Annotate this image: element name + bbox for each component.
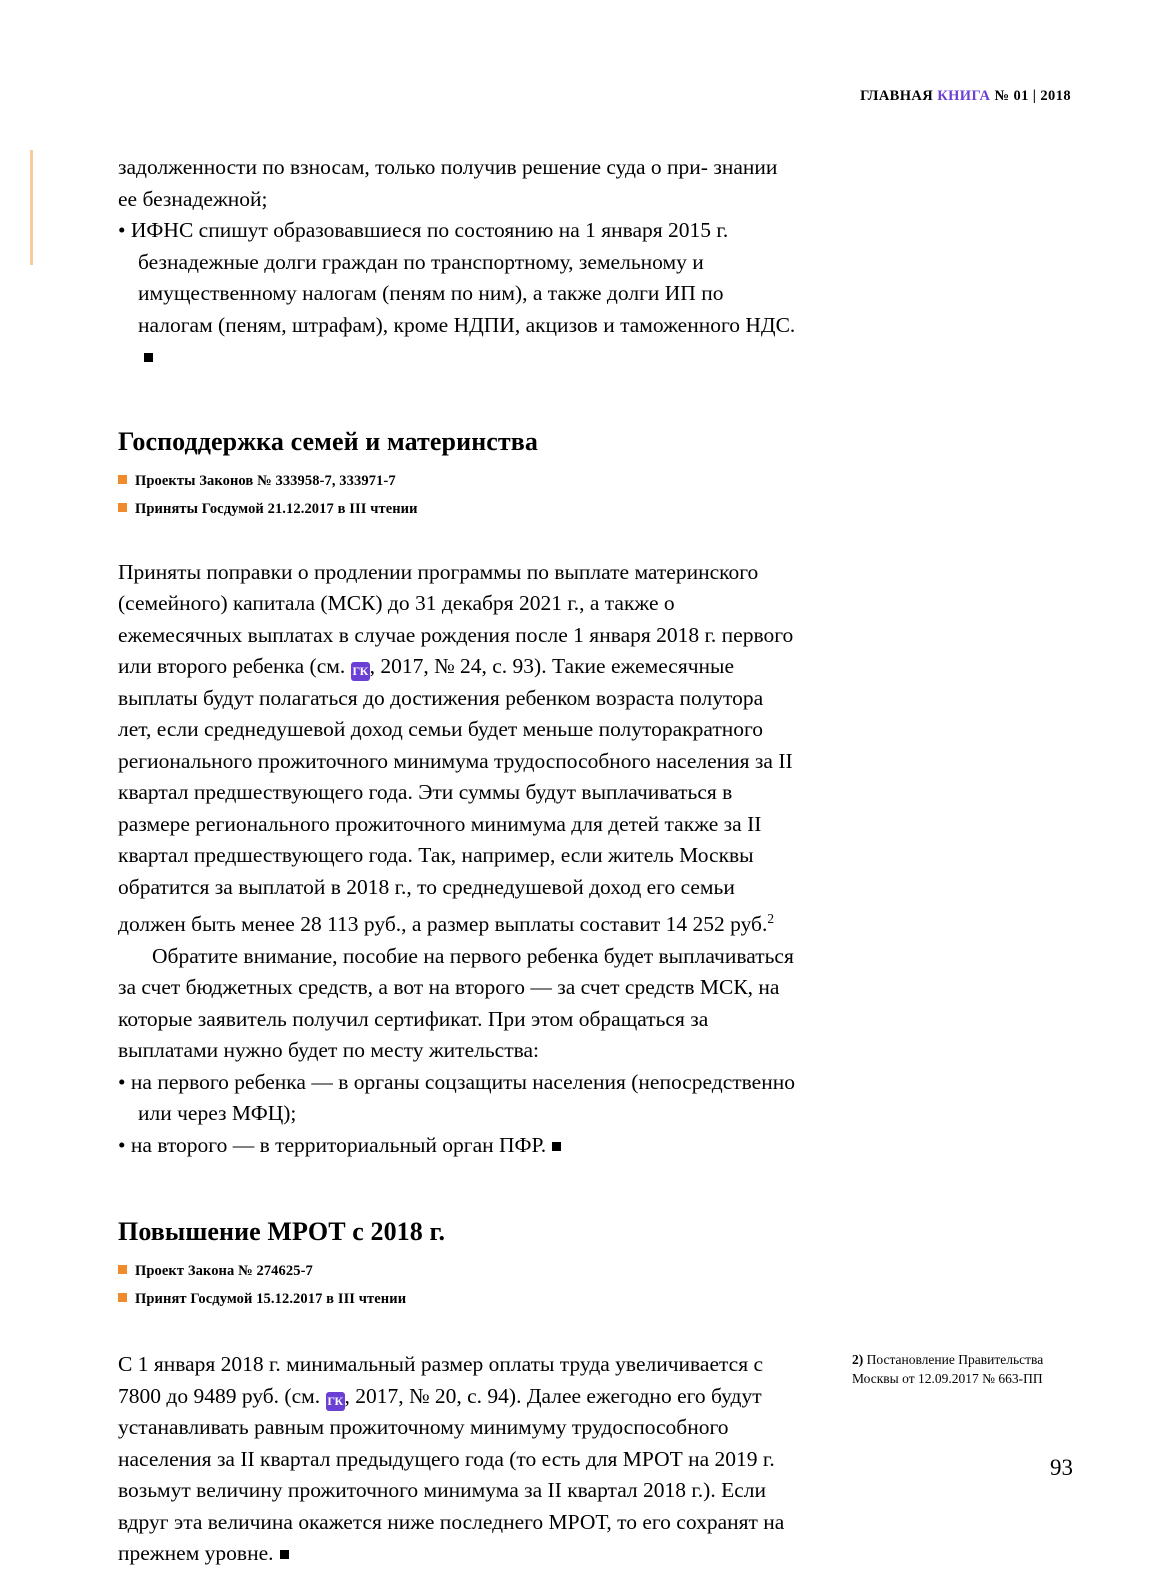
footnote-number: 2) (852, 1352, 864, 1367)
continued-line-1: задолженности по взносам, только получив решение суда о при- (118, 155, 708, 179)
section-1-bullet-list (118, 1067, 798, 1162)
page-title-section-1: Господдержка семей и материнства (118, 426, 539, 456)
gk-logo-icon: ГК (351, 662, 370, 681)
list-item (118, 1067, 798, 1130)
issue-label: № 01 | 2018 (994, 88, 1071, 104)
continued-bullet-list (118, 215, 798, 373)
footnote (852, 1350, 1082, 1388)
left-accent-rule (30, 150, 33, 265)
continued-line-2: знании ее безнадежной; (118, 155, 778, 211)
continued-paragraph (118, 152, 798, 215)
section-1-bullet-1: на первого ребенка — в органы соцзащиты населения (непосредственно или через МФЦ); (130, 1069, 795, 1126)
footnote-reference: 2 (767, 911, 775, 926)
section-1-paragraph-1-part-a: Приняты поправки о продлении программы по выплате материнского (семейного) капитала (МСК) до 31 декабря 2021 г., а также о ежемесячных выплатах в случае рождения после 1 января 2018 г. первого или второго ребенка (см. (118, 559, 794, 678)
section-1-paragraph-1 (118, 557, 798, 941)
footnote-text: Постановление Правительства Москвы от 12.09.2017 № 663-ПП (852, 1352, 1044, 1386)
square-marker-icon (118, 1293, 127, 1302)
list-item (118, 1130, 798, 1162)
spacer (118, 457, 798, 467)
spacer (118, 1247, 798, 1257)
section-2-paragraph-1 (118, 1349, 798, 1570)
list-item (118, 215, 798, 373)
continued-bullet-text: ИФНС спишут образовавшиеся по состоянию на 1 января 2015 г. безнадежные долги граждан по транспортному, земельному и имущественному налогам (пеням по ним), а также долги ИП по налогам (пеням, штрафам), кроме НДПИ, акцизов и таможенного НДС. (130, 218, 796, 337)
section-2-paragraph-1-part-a: С 1 января 2018 г. минимальный размер оплаты труда увеличивается с 7800 до 9489 руб. (см. (118, 1352, 764, 1408)
spacer (118, 1313, 798, 1349)
square-marker-icon (118, 1265, 127, 1274)
section-2-meta-2 (118, 1285, 798, 1313)
section-1-meta-1-text: Проекты Законов № 333958-7, 333971-7 (135, 472, 396, 489)
gk-logo-icon: ГК (326, 1392, 345, 1411)
end-marker-icon (280, 1550, 289, 1559)
brand-main: ГЛАВНАЯ (860, 88, 934, 104)
section-1-meta-1 (118, 467, 798, 495)
main-text-column (118, 152, 798, 1570)
section-2-meta-1 (118, 1257, 798, 1285)
section-1-paragraph-1-part-b: , 2017, № 24, с. 93). Такие ежемесячные выплаты будут полагаться до достижения ребенком возраста полутора лет, если среднедушевой доход семьи будет меньше полуторакратного регионального прожиточного минимума трудоспособного населения за II квартал предшествующего года. Эти суммы будут выплачиваться в размере регионального прожиточного минимума для детей также за II квартал предшествующего года. Так, например, если житель Москвы обратится за выплатой в 2018 г., то среднедушевой доход его семьи должен быть менее 28 113 руб., а размер выплаты составит 14 252 руб. (118, 654, 793, 937)
page-title-section-2: Повышение МРОТ с 2018 г. (118, 1217, 446, 1247)
running-header (860, 88, 1071, 105)
section-1-meta-2 (118, 495, 798, 523)
end-marker-icon (144, 353, 153, 362)
spacer (118, 523, 798, 557)
section-1-meta-2-text: Приняты Госдумой 21.12.2017 в III чтении (135, 500, 418, 517)
section-2-meta-2-text: Принят Госдумой 15.12.2017 в III чтении (135, 1291, 407, 1308)
spacer (118, 1161, 798, 1217)
end-marker-icon (552, 1142, 561, 1151)
square-marker-icon (118, 475, 127, 484)
section-2-meta-1-text: Проект Закона № 274625-7 (135, 1263, 313, 1280)
brand-accent: КНИГА (937, 88, 991, 104)
page-number: 93 (1050, 1455, 1073, 1480)
spacer (118, 373, 798, 427)
square-marker-icon (118, 503, 127, 512)
section-1-bullet-2: на второго — в территориальный орган ПФР. (130, 1132, 547, 1157)
section-1-paragraph-2: Обратите внимание, пособие на первого ребенка будет выплачиваться за счет бюджетных средств, а вот на второго — за счет средств МСК, на которые заявитель получил сертификат. При этом обращаться за выплатами нужно будет по месту жительства: (118, 943, 794, 1063)
section-2-paragraph-1-part-b: , 2017, № 20, с. 94). Далее ежегодно его будут устанавливать равным прожиточному минимуму трудоспособного населения за II квартал предыдущего года (то есть для МРОТ на 2019 г. возьмут величину прожиточного минимума за II квартал 2018 г.). Если вдруг эта величина окажется ниже последнего МРОТ, то его сохранят на прежнем уровне. (118, 1383, 785, 1566)
